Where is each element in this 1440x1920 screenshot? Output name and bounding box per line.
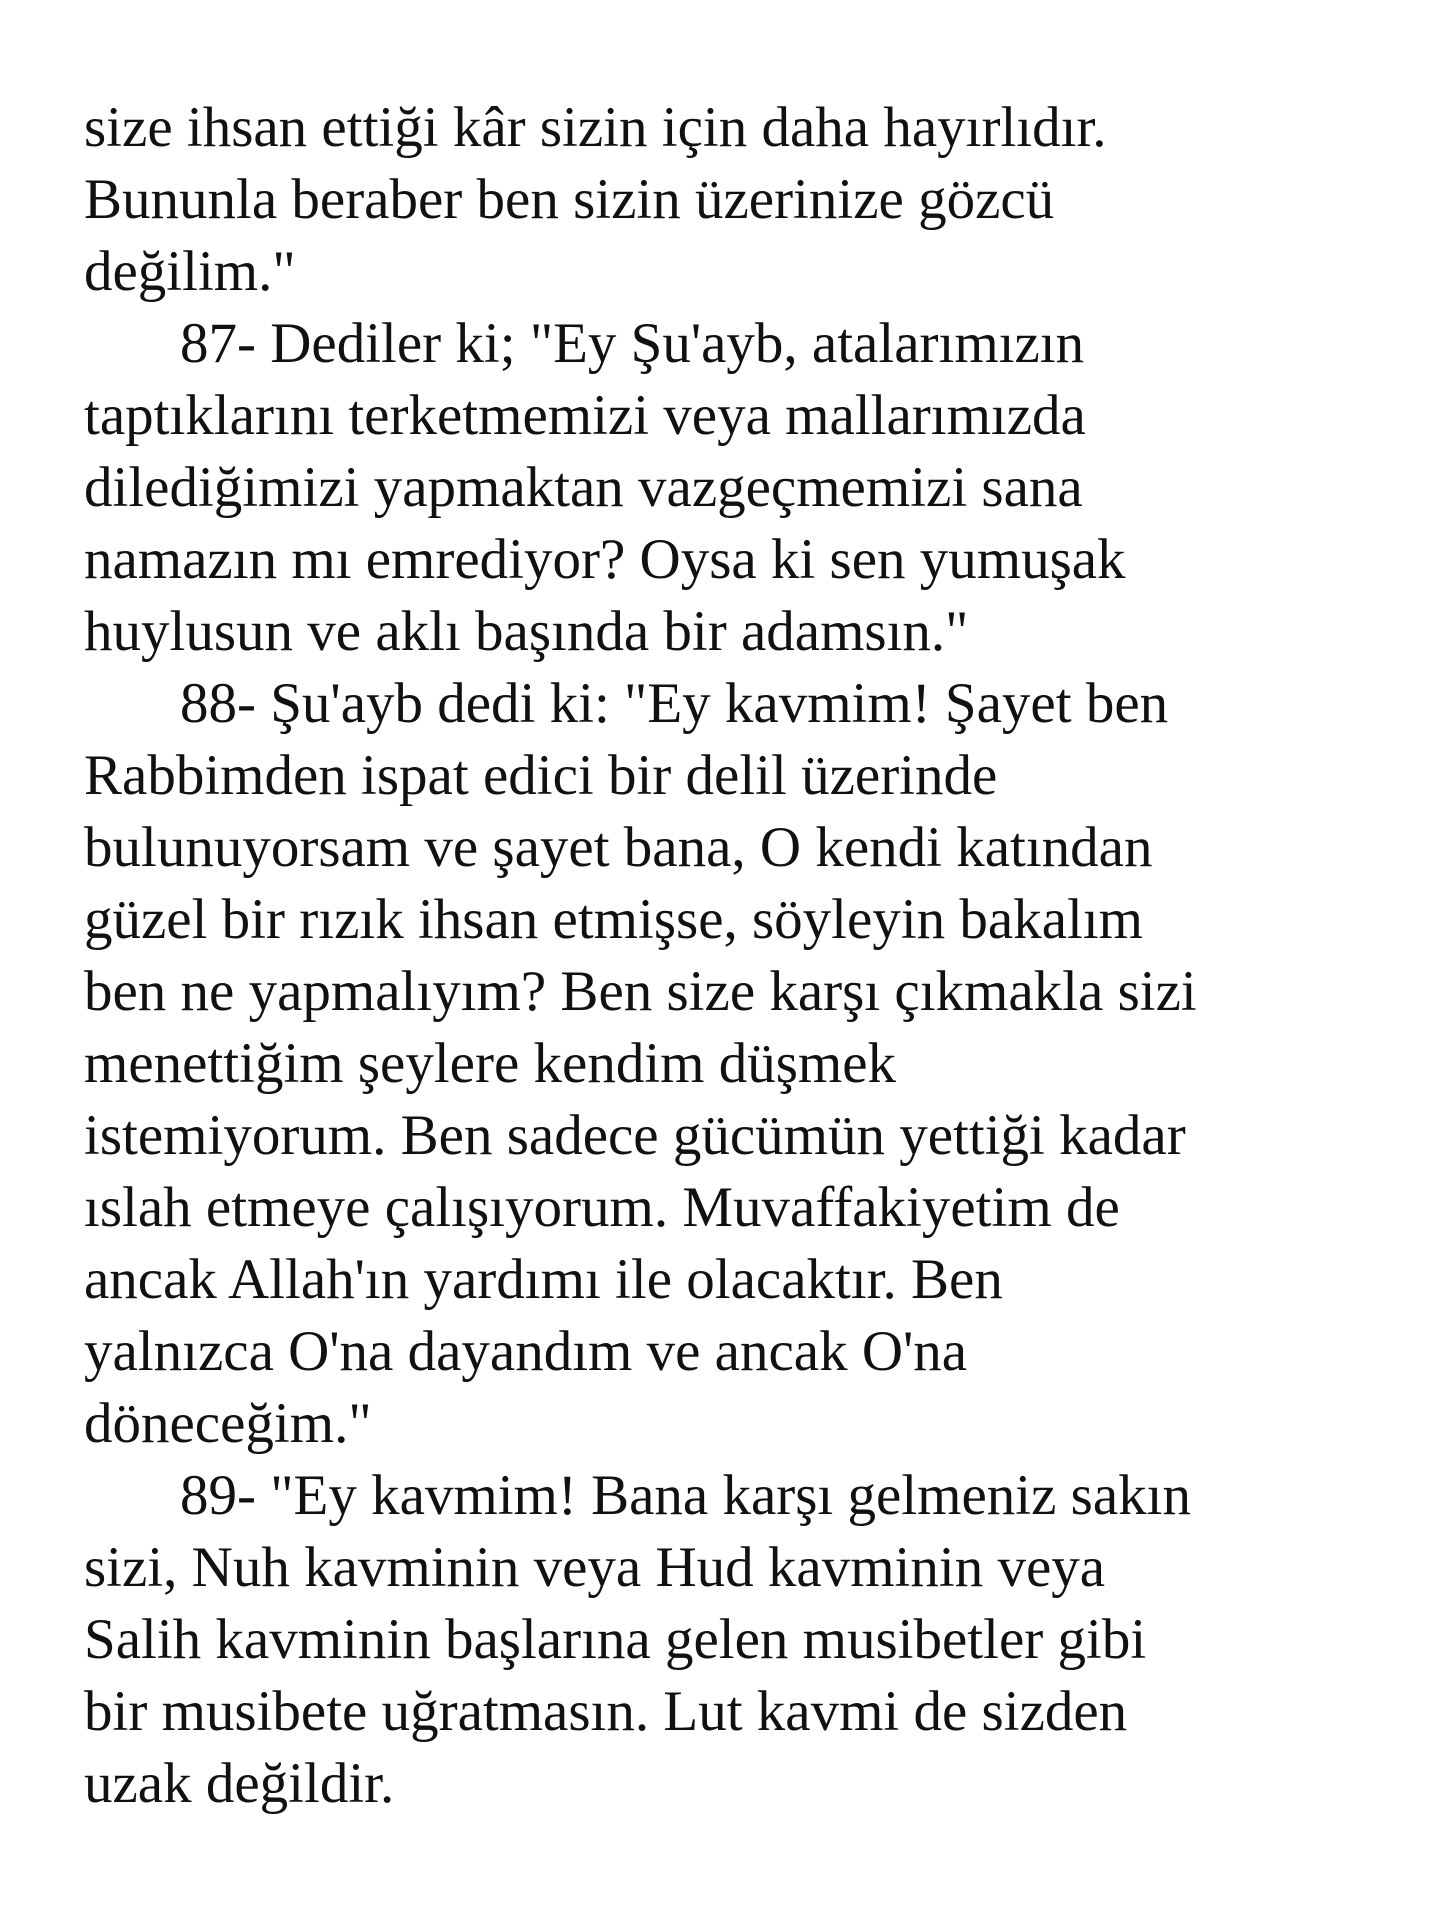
document-page: [84, 92, 1384, 1820]
text-line: bulunuyorsam ve şayet bana, O kendi katından: [84, 816, 1153, 879]
text-line: istemiyorum. Ben sadece gücümün yettiği kadar: [84, 1104, 1186, 1167]
text-line: Rabbimden ispat edici bir delil üzerinde: [84, 744, 998, 807]
text-line: güzel bir rızık ihsan etmişse, söyleyin bakalım: [84, 888, 1144, 951]
verse-89-start: 89- "Ey kavmim! Bana karşı gelmeniz sakın: [180, 1464, 1191, 1527]
text-line: Salih kavminin başlarına gelen musibetler gibi: [84, 1608, 1147, 1671]
text-line: döneceğim.": [84, 1392, 372, 1455]
text-line: size ihsan ettiği kâr sizin için daha hayırlıdır.: [84, 96, 1107, 159]
text-line: Bununla beraber ben sizin üzerinize gözcü: [84, 168, 1055, 231]
text-line: taptıklarını terketmemizi veya mallarımızda: [84, 384, 1086, 447]
text-line: ancak Allah'ın yardımı ile olacaktır. Ben: [84, 1248, 1003, 1311]
text-line: ıslah etmeye çalışıyorum. Muvaffakiyetim de: [84, 1176, 1120, 1239]
text-line: huylusun ve aklı başında bir adamsın.": [84, 600, 969, 663]
text-line: namazın mı emrediyor? Oysa ki sen yumuşak: [84, 528, 1126, 591]
text-line: uzak değildir.: [84, 1752, 395, 1815]
text-line: dilediğimizi yapmaktan vazgeçmemizi sana: [84, 456, 1083, 519]
text-line: sizi, Nuh kavminin veya Hud kavminin veya: [84, 1536, 1106, 1599]
verse-87-start: 87- Dediler ki; "Ey Şu'ayb, atalarımızın: [180, 312, 1085, 375]
verse-88-start: 88- Şu'ayb dedi ki: "Ey kavmim! Şayet ben: [180, 672, 1169, 735]
text-line: bir musibete uğratmasın. Lut kavmi de sizden: [84, 1680, 1128, 1743]
text-line: değilim.": [84, 240, 296, 303]
text-line: yalnızca O'na dayandım ve ancak O'na: [84, 1320, 968, 1383]
text-line: ben ne yapmalıyım? Ben size karşı çıkmakla sizi: [84, 960, 1197, 1023]
text-line: menettiğim şeylere kendim düşmek: [84, 1032, 897, 1095]
